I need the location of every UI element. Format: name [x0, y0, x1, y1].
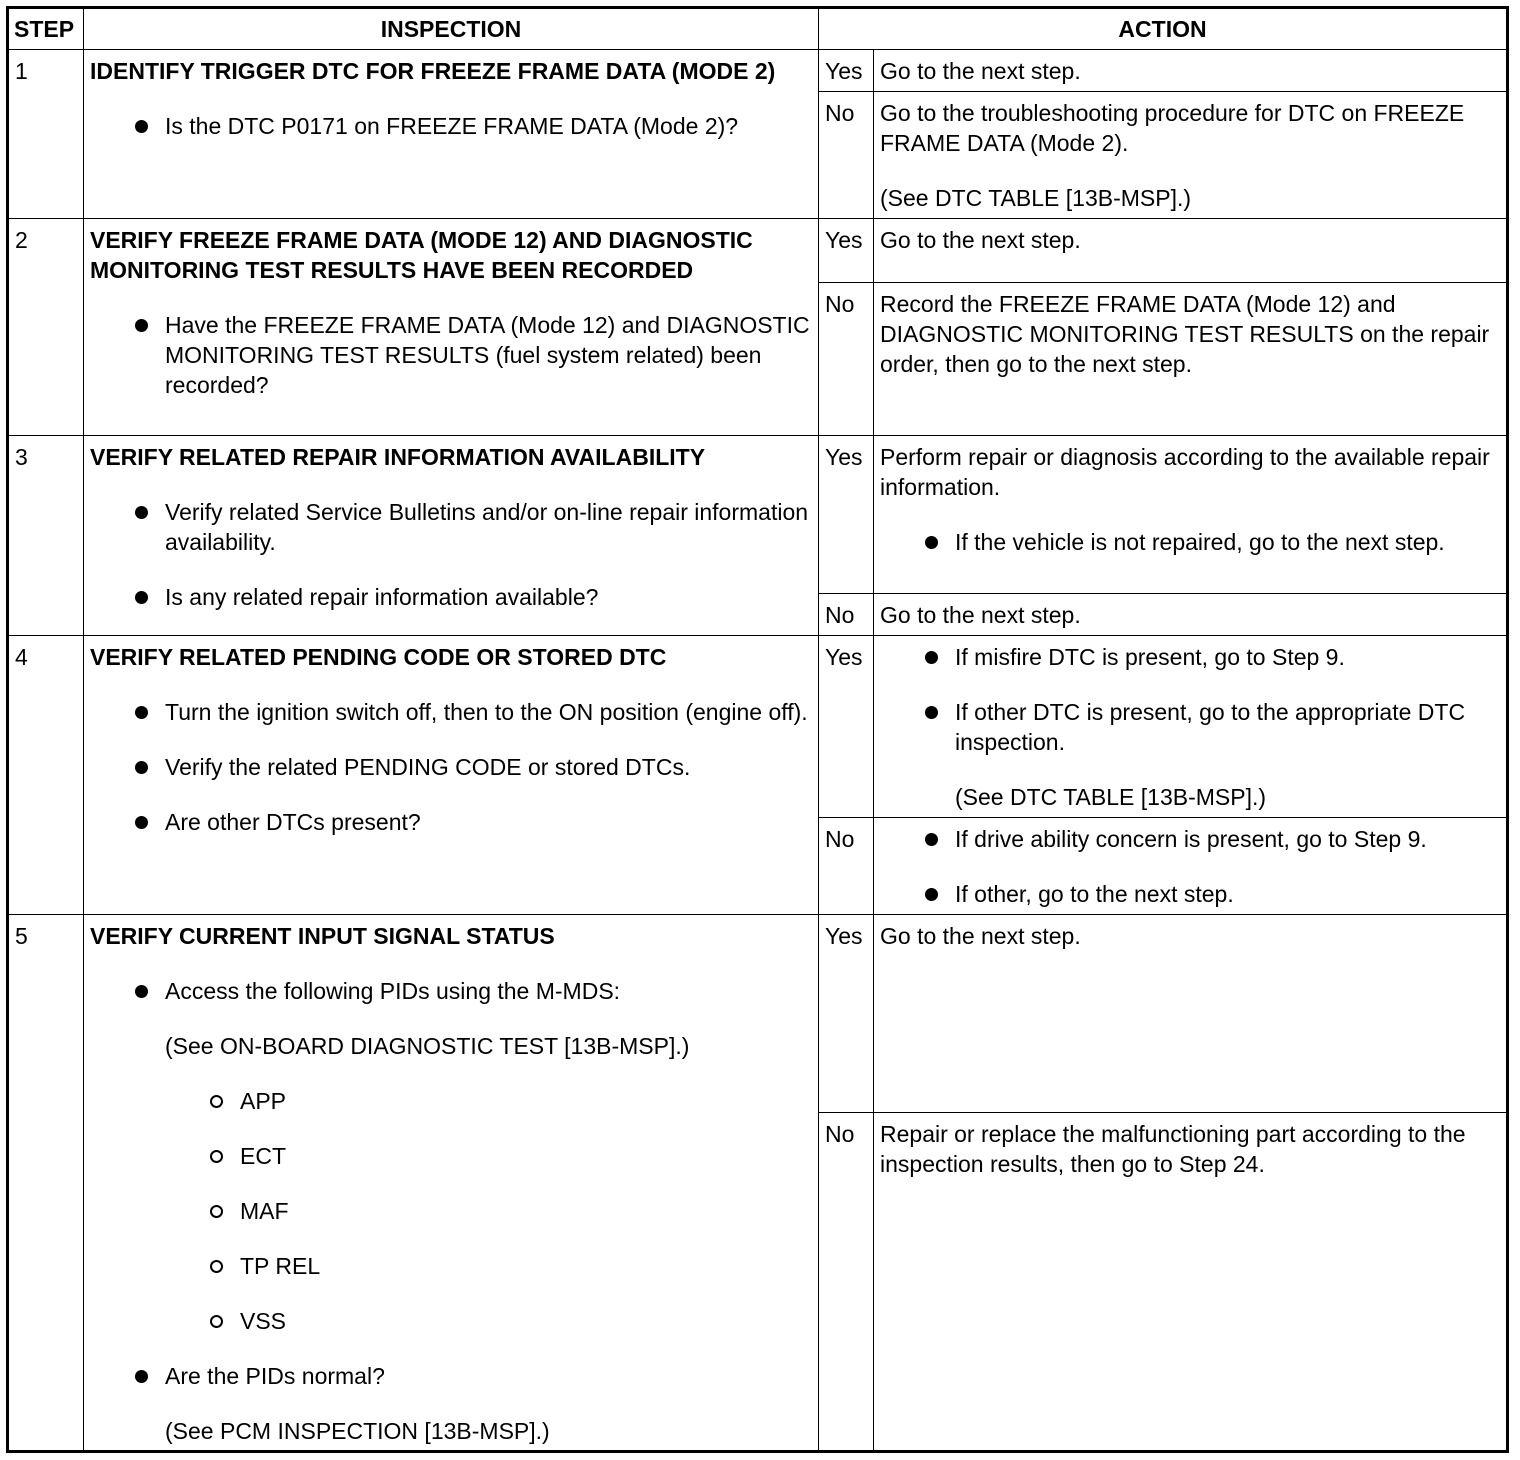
bullet-dot-icon	[135, 506, 148, 519]
bullet-dot-icon	[135, 1370, 148, 1383]
step-number: 4	[8, 636, 84, 915]
bullet-dot-icon	[925, 706, 938, 719]
step-5-yes-row	[8, 915, 1508, 1113]
inspection-title: VERIFY RELATED PENDING CODE OR STORED DTC	[90, 644, 667, 670]
inspection-bullet: Verify related Service Bulletins and/or on-line repair information availability.	[90, 497, 812, 557]
bullet-dot-icon	[135, 816, 148, 829]
inspection-bullets	[90, 976, 812, 1006]
step-1-yes-row	[8, 50, 1508, 92]
inspection-cell	[84, 219, 819, 436]
yes-action	[874, 636, 1508, 818]
no-action: Go to the troubleshooting procedure for DTC on FREEZE FRAME DATA (Mode 2). (See DTC TABLE [13B-MSP].)	[874, 92, 1508, 219]
reference-note: (See DTC TABLE [13B-MSP].)	[955, 784, 1267, 810]
inspection-bullets	[90, 697, 812, 837]
yes-label: Yes	[819, 219, 874, 283]
bullet-dot-icon	[135, 985, 148, 998]
step-number: 3	[8, 436, 84, 636]
inspection-bullet: Access the following PIDs using the M-MDS:	[90, 976, 812, 1006]
header-step: STEP	[8, 8, 84, 50]
action-bullet: If the vehicle is not repaired, go to the next step.	[880, 527, 1500, 557]
header-row	[8, 8, 1508, 50]
inspection-title: VERIFY FREEZE FRAME DATA (MODE 12) AND DIAGNOSTIC MONITORING TEST RESULTS HAVE BEEN RECORDED	[90, 227, 753, 283]
step-number: 1	[8, 50, 84, 219]
bullet-dot-icon	[925, 888, 938, 901]
inspection-bullet: Are other DTCs present?	[90, 807, 812, 837]
inspection-bullet: Turn the ignition switch off, then to the ON position (engine off).	[90, 697, 812, 727]
inspection-bullets	[90, 310, 812, 400]
yes-label: Yes	[819, 50, 874, 92]
step-number: 5	[8, 915, 84, 1452]
yes-label: Yes	[819, 436, 874, 594]
no-action: Repair or replace the malfunctioning part according to the inspection results, then go to Step 24.	[874, 1113, 1508, 1452]
no-label: No	[819, 594, 874, 636]
bullet-circle-icon	[210, 1205, 223, 1218]
step-3-yes-row	[8, 436, 1508, 594]
reference-note: (See PCM INSPECTION [13B-MSP].)	[165, 1418, 550, 1444]
pid-item: MAF	[90, 1196, 812, 1226]
yes-action: Go to the next step.	[874, 915, 1508, 1113]
yes-action: Perform repair or diagnosis according to the available repair information. If the vehicle is not repaired, go to the next step.	[874, 436, 1508, 594]
pid-item: VSS	[90, 1306, 812, 1336]
no-label: No	[819, 283, 874, 436]
bullet-dot-icon	[135, 706, 148, 719]
pid-item: TP REL	[90, 1251, 812, 1281]
inspection-bullet: Is any related repair information available?	[90, 582, 812, 612]
inspection-bullet: Have the FREEZE FRAME DATA (Mode 12) and DIAGNOSTIC MONITORING TEST RESULTS (fuel system related) been recorded?	[90, 310, 812, 400]
no-action: Record the FREEZE FRAME DATA (Mode 12) and DIAGNOSTIC MONITORING TEST RESULTS on the repair order, then go to the next step.	[874, 283, 1508, 436]
inspection-cell	[84, 436, 819, 636]
no-action	[874, 818, 1508, 915]
bullet-dot-icon	[135, 319, 148, 332]
bullet-dot-icon	[135, 761, 148, 774]
pid-item: APP	[90, 1086, 812, 1116]
yes-action: Go to the next step.	[874, 50, 1508, 92]
bullet-circle-icon	[210, 1150, 223, 1163]
step-2-yes-row	[8, 219, 1508, 283]
reference-note: (See ON-BOARD DIAGNOSTIC TEST [13B-MSP].)	[165, 1033, 690, 1059]
bullet-circle-icon	[210, 1315, 223, 1328]
inspection-bullets	[90, 497, 812, 612]
yes-label: Yes	[819, 636, 874, 818]
inspection-title: IDENTIFY TRIGGER DTC FOR FREEZE FRAME DATA (MODE 2)	[90, 58, 776, 84]
no-action: Go to the next step.	[874, 594, 1508, 636]
pid-list	[90, 1086, 812, 1336]
step-number: 2	[8, 219, 84, 436]
bullet-dot-icon	[135, 591, 148, 604]
reference-note: (See DTC TABLE [13B-MSP].)	[880, 185, 1192, 211]
no-label: No	[819, 92, 874, 219]
bullet-circle-icon	[210, 1095, 223, 1108]
bullet-circle-icon	[210, 1260, 223, 1273]
bullet-dot-icon	[135, 120, 148, 133]
pid-item: ECT	[90, 1141, 812, 1171]
inspection-bullet: Verify the related PENDING CODE or stored DTCs.	[90, 752, 812, 782]
inspection-title: VERIFY RELATED REPAIR INFORMATION AVAILABILITY	[90, 444, 706, 470]
inspection-bullet: Are the PIDs normal?	[90, 1361, 812, 1391]
inspection-cell	[84, 915, 819, 1452]
bullet-dot-icon	[925, 651, 938, 664]
inspection-table	[6, 6, 1509, 1453]
inspection-cell	[84, 50, 819, 219]
yes-label: Yes	[819, 915, 874, 1113]
no-label: No	[819, 818, 874, 915]
inspection-bullets	[90, 111, 812, 141]
header-inspection: INSPECTION	[84, 8, 819, 50]
yes-action: Go to the next step.	[874, 219, 1508, 283]
action-bullet: If misfire DTC is present, go to Step 9.	[880, 642, 1500, 672]
inspection-cell	[84, 636, 819, 915]
no-label: No	[819, 1113, 874, 1452]
action-bullet: If drive ability concern is present, go to Step 9.	[880, 824, 1500, 854]
action-bullet: If other, go to the next step.	[880, 879, 1500, 909]
inspection-bullet: Is the DTC P0171 on FREEZE FRAME DATA (Mode 2)?	[90, 111, 812, 141]
inspection-title: VERIFY CURRENT INPUT SIGNAL STATUS	[90, 923, 555, 949]
action-bullet: If other DTC is present, go to the appropriate DTC inspection.	[880, 697, 1500, 757]
bullet-dot-icon	[925, 536, 938, 549]
step-4-yes-row	[8, 636, 1508, 818]
header-action: ACTION	[819, 8, 1508, 50]
bullet-dot-icon	[925, 833, 938, 846]
